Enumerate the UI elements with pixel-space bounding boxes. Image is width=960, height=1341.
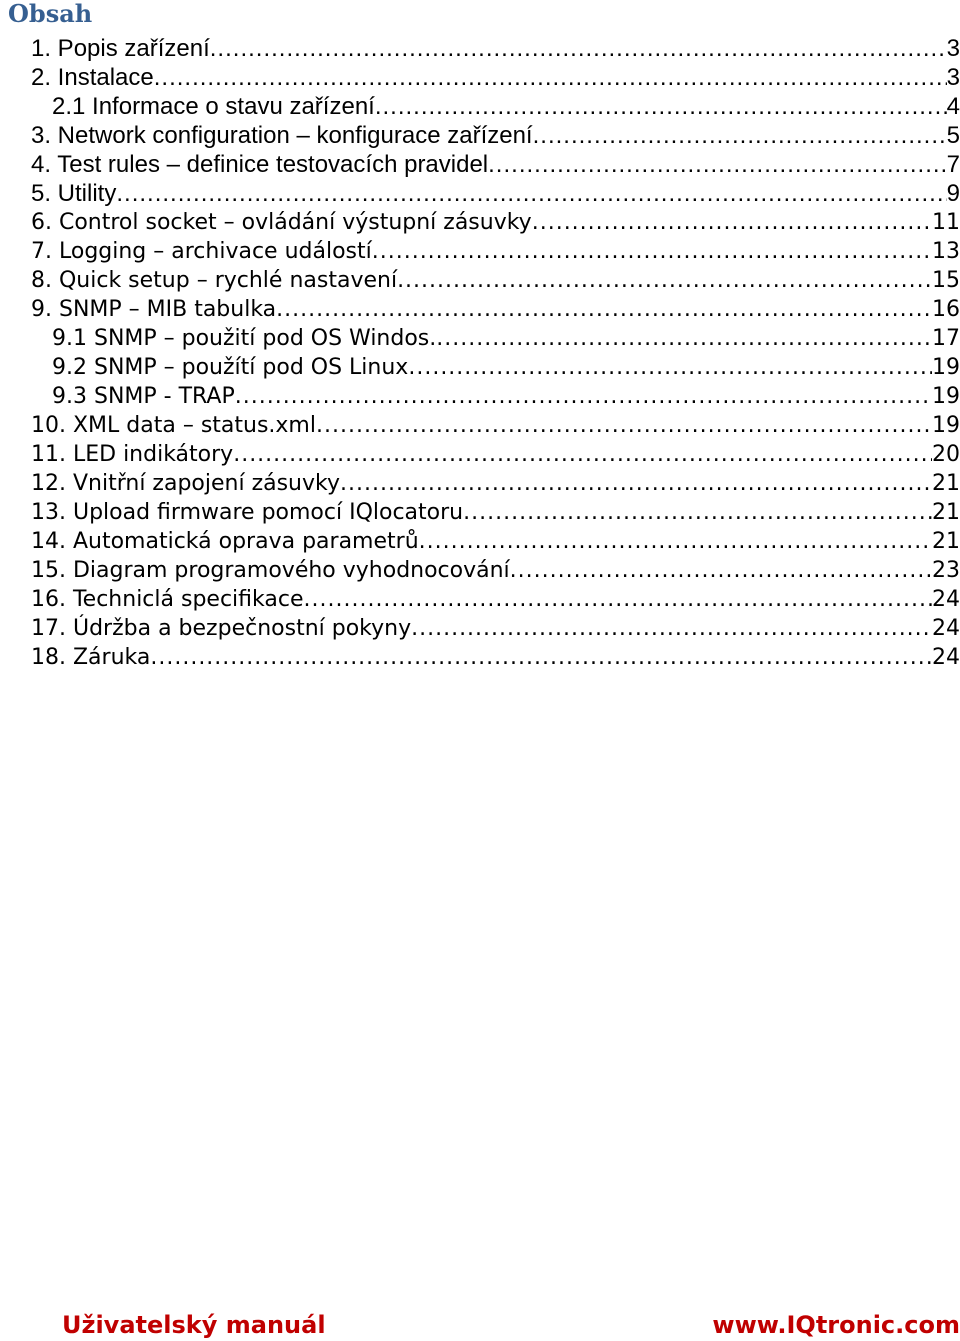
- toc-entry[interactable]: [31, 411, 960, 440]
- toc-entry-title: 8. Quick setup – rychlé nastavení: [31, 268, 398, 293]
- toc-entry[interactable]: [31, 556, 960, 585]
- toc-entry-page-number: 3: [946, 35, 960, 62]
- toc-dot-leader: [316, 411, 932, 440]
- toc-entry-page-number: 20: [932, 442, 960, 467]
- toc-entry[interactable]: [31, 63, 960, 92]
- toc-entry-page-number: 21: [932, 529, 960, 554]
- toc-entry-title: 2.1 Informace o stavu zařízení: [52, 93, 375, 120]
- toc-entry-page-number: 19: [932, 355, 960, 380]
- toc-dot-leader: [419, 527, 932, 556]
- toc-dot-leader: [210, 34, 947, 63]
- toc-dot-leader: [375, 92, 947, 121]
- toc-entry-page-number: 11: [932, 210, 960, 235]
- toc-dot-leader: [340, 469, 932, 498]
- toc-dot-leader: [233, 440, 932, 469]
- toc-entry[interactable]: [31, 324, 960, 353]
- toc-entry-page-number: 5: [946, 122, 960, 149]
- toc-entry[interactable]: [31, 614, 960, 643]
- toc-entry[interactable]: [31, 179, 960, 208]
- toc-entry-page-number: 23: [932, 558, 960, 583]
- toc-entry-page-number: 24: [932, 616, 960, 641]
- toc-dot-leader: [235, 382, 932, 411]
- toc-dot-leader: [533, 121, 947, 150]
- toc-entry[interactable]: [31, 382, 960, 411]
- toc-entry-title: 17. Údržba a bezpečnostní pokyny: [31, 616, 412, 641]
- toc-entry-page-number: 19: [932, 413, 960, 438]
- toc-entry[interactable]: [31, 34, 960, 63]
- toc-entry[interactable]: [31, 121, 960, 150]
- toc-dot-leader: [276, 295, 932, 324]
- toc-entry-page-number: 16: [932, 297, 960, 322]
- toc-entry-title: 5. Utility: [31, 180, 117, 207]
- toc-entry[interactable]: [31, 643, 960, 672]
- toc-dot-leader: [510, 556, 932, 585]
- toc-dot-leader: [304, 585, 933, 614]
- toc-entry-title: 9.3 SNMP - TRAP: [52, 384, 235, 409]
- toc-entry[interactable]: [31, 208, 960, 237]
- toc-dot-leader: [150, 643, 932, 672]
- toc-entry[interactable]: [31, 440, 960, 469]
- toc-entry-page-number: 21: [932, 500, 960, 525]
- toc-dot-leader: [463, 498, 932, 527]
- toc-dot-leader: [372, 237, 932, 266]
- toc-dot-leader: [411, 614, 932, 643]
- toc-entry[interactable]: [31, 469, 960, 498]
- toc-entry-page-number: 15: [932, 268, 960, 293]
- toc-dot-leader: [488, 150, 947, 179]
- toc-entry-title: 9. SNMP – MIB tabulka: [31, 297, 277, 322]
- toc-entry[interactable]: [31, 266, 960, 295]
- toc-dot-leader: [397, 266, 932, 295]
- toc-entry-page-number: 17: [932, 326, 960, 351]
- toc-entry[interactable]: [31, 585, 960, 614]
- table-of-contents: [31, 34, 960, 672]
- toc-entry-title: 9.2 SNMP – použítí pod OS Linux: [52, 355, 409, 380]
- toc-entry[interactable]: [31, 498, 960, 527]
- toc-entry-title: 18. Záruka: [31, 645, 151, 670]
- toc-entry-title: 2. Instalace: [31, 64, 154, 91]
- toc-entry-page-number: 21: [932, 471, 960, 496]
- toc-entry-page-number: 7: [946, 151, 960, 178]
- toc-entry-page-number: 9: [946, 180, 960, 207]
- toc-entry-title: 7. Logging – archivace událostí: [31, 239, 372, 264]
- toc-entry-title: 12. Vnitřní zapojení zásuvky: [31, 471, 340, 496]
- toc-dot-leader: [532, 208, 932, 237]
- toc-entry[interactable]: [31, 92, 960, 121]
- toc-dot-leader: [116, 179, 946, 208]
- toc-dot-leader: [408, 353, 932, 382]
- footer-website: www.IQtronic.com: [712, 1311, 960, 1339]
- toc-entry-title: 4. Test rules – definice testovacích pravidel: [31, 151, 489, 178]
- toc-entry-title: 3. Network configuration – konfigurace zařízení: [31, 122, 533, 149]
- toc-entry-title: 13. Upload firmware pomocí IQlocatoru: [31, 500, 464, 525]
- toc-entry-page-number: 13: [932, 239, 960, 264]
- toc-entry[interactable]: [31, 237, 960, 266]
- toc-entry-title: 10. XML data – status.xml: [31, 413, 316, 438]
- toc-entry-page-number: 24: [932, 645, 960, 670]
- toc-entry-title: 14. Automatická oprava parametrů: [31, 529, 419, 554]
- toc-entry-page-number: 3: [946, 64, 960, 91]
- toc-entry[interactable]: [31, 150, 960, 179]
- footer-manual-title: Uživatelský manuál: [62, 1311, 326, 1339]
- toc-entry[interactable]: [31, 295, 960, 324]
- toc-entry-page-number: 24: [932, 587, 960, 612]
- toc-entry-title: 15. Diagram programového vyhodnocování: [31, 558, 510, 583]
- toc-entry[interactable]: [31, 527, 960, 556]
- toc-heading: Obsah: [8, 0, 93, 28]
- toc-dot-leader: [436, 324, 932, 353]
- toc-dot-leader: [154, 63, 947, 92]
- toc-entry-page-number: 19: [932, 384, 960, 409]
- toc-entry-title: 9.1 SNMP – použití pod OS Windos.: [52, 326, 437, 351]
- toc-entry-title: 16. Techniclá specifikace: [31, 587, 304, 612]
- toc-entry-page-number: 4: [946, 93, 960, 120]
- toc-entry-title: 6. Control socket – ovládání výstupní zásuvky: [31, 210, 532, 235]
- toc-entry-title: 1. Popis zařízení: [31, 35, 210, 62]
- toc-entry[interactable]: [31, 353, 960, 382]
- toc-entry-title: 11. LED indikátory: [31, 442, 234, 467]
